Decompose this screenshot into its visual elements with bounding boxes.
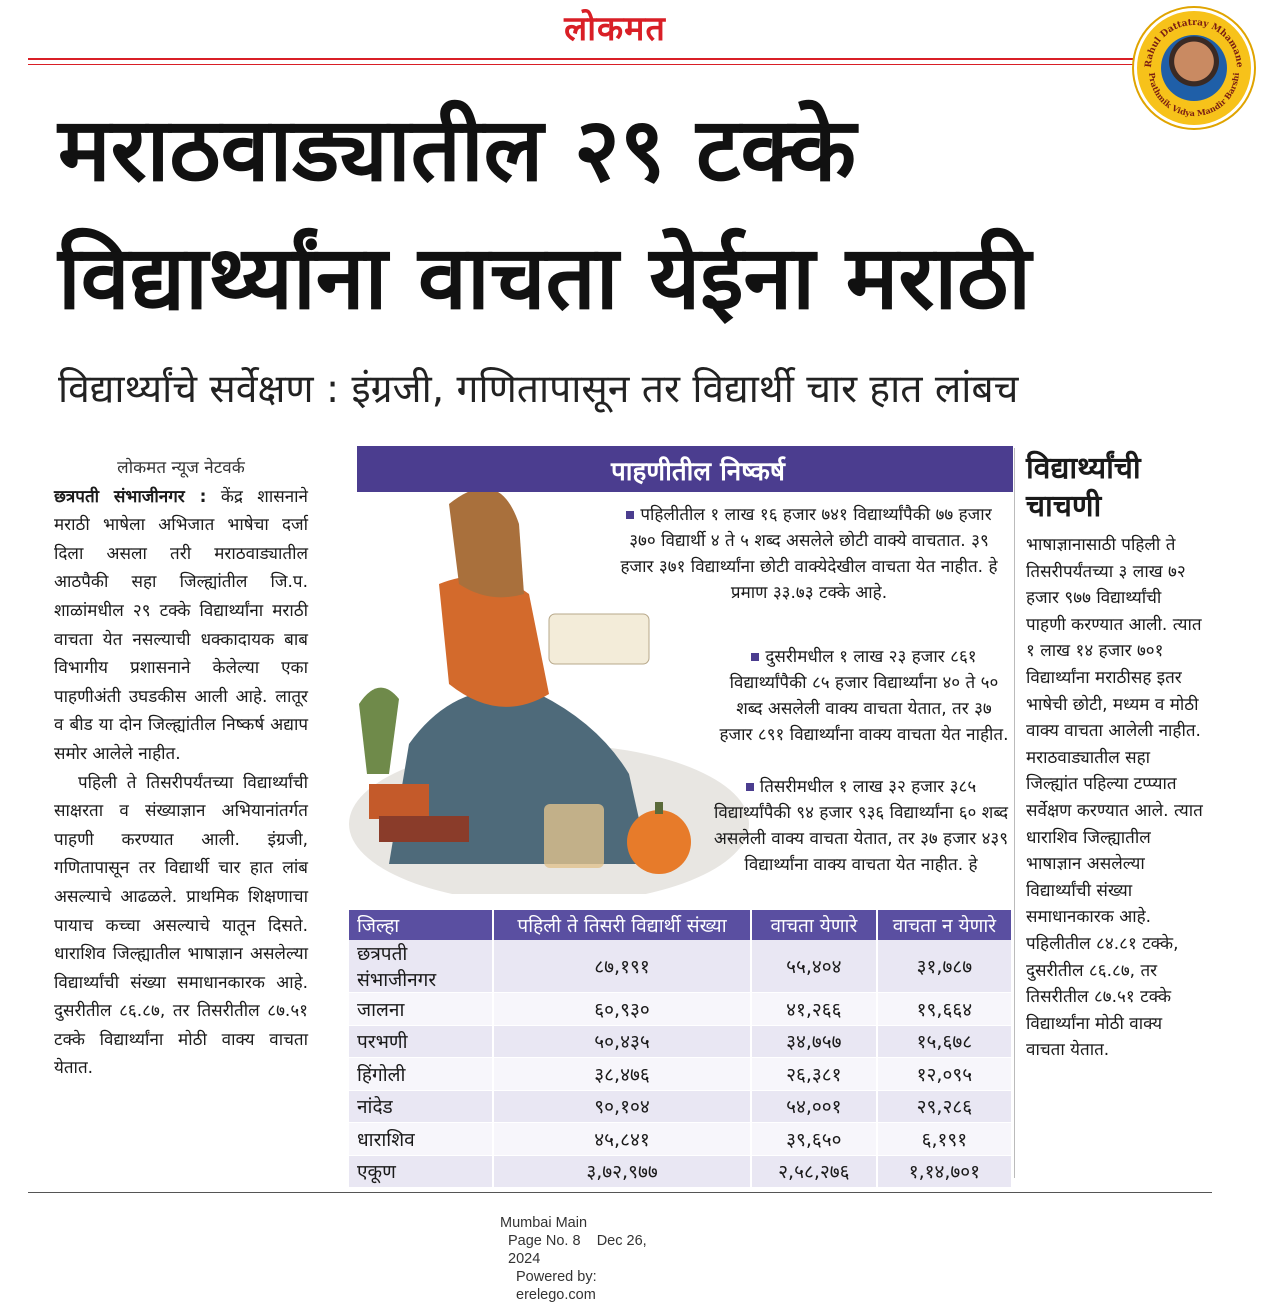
table-cell: २९,२८६ (877, 1090, 1012, 1123)
center-box (349, 444, 1013, 1184)
table-cell: एकूण (349, 1155, 493, 1188)
finding-1 (619, 502, 999, 606)
page-footer (440, 1214, 680, 1304)
bullet-square-icon (751, 653, 759, 661)
left-para-2: पहिली ते तिसरीपर्यंतच्या विद्यार्थ्यांची साक्षरता व संख्याज्ञान अभियानांतर्गत पाहणी करण्यात आली. इंग्रजी, गणितापासून तर विद्यार्थी चार हात लांब असल्याचे आढळले. प्राथमिक शिक्षणाचा पायाच कच्चा असल्याचे यातून दिसते. धाराशिव जिल्ह्यातील भाषाज्ञान असलेल्या विद्यार्थ्यांची संख्या समाधानकारक आहे. दुसरीतील ८६.८७, तर तिसरीतील ८७.५१ टक्के विद्यार्थ्यांना मोठी वाक्य वाचता येतात. (54, 772, 308, 1079)
table-cell: ५४,००१ (751, 1090, 877, 1123)
table-cell: १५,६७८ (877, 1025, 1012, 1058)
finding-1-text: पहिलीतील १ लाख १६ हजार ७४१ विद्यार्थ्यांपैकी ७७ हजार ३७० विद्यार्थी ४ ते ५ शब्द असलेले छोटी वाक्ये वाचतात. ३९ हजार ३७१ विद्यार्थ्यांना छोटी वाक्येदेखील वाचता येत नाहीत. हे प्रमाण ३३.७३ टक्के आहे. (620, 505, 998, 603)
table-cell: ३,७२,९७७ (493, 1155, 751, 1188)
table-cell: हिंगोली (349, 1058, 493, 1091)
footer-date: Dec 26, 2024 (508, 1233, 647, 1267)
headline-line1: मराठवाड्यातील २९ टक्के (58, 98, 857, 201)
masthead-rule (28, 58, 1138, 60)
table-cell: १९,६६४ (877, 993, 1012, 1026)
table-cell: १,१४,७०१ (877, 1155, 1012, 1188)
col-header-can-read: वाचता येणारे (751, 910, 877, 940)
masthead-rule-thin (28, 64, 1138, 65)
footer-powered: Powered by: erelego.com (516, 1269, 597, 1303)
table-cell: २,५८,२७६ (751, 1155, 877, 1188)
right-article (1026, 450, 1206, 1064)
table-cell: ३१,७८७ (877, 940, 1012, 993)
col-header-district: जिल्हा (349, 910, 493, 940)
table-row (349, 1058, 1012, 1091)
bottom-rule (28, 1192, 1212, 1193)
table-cell: जालना (349, 993, 493, 1026)
table-cell: २६,३८१ (751, 1058, 877, 1091)
table-cell: ६,१९१ (877, 1123, 1012, 1156)
bullet-square-icon (746, 783, 754, 791)
table-cell: ३४,७५७ (751, 1025, 877, 1058)
table-cell: ३९,६५० (751, 1123, 877, 1156)
finding-3 (713, 774, 1009, 878)
left-para-1-text: केंद्र शासनाने मराठी भाषेला अभिजात भाषेचा दर्जा दिला असला तरी मराठवाड्यातील आठपैकी सहा जिल्ह्यांतील जि.प. शाळांमधील २९ टक्के विद्यार्थ्यांना मराठी वाचता येत नसल्याची धक्कादायक बाब विभागीय प्रशासनाने केलेल्या एका पाहणीअंती उघडकीस आली आहे. लातूर व बीड या दोन जिल्ह्यांतील निष्कर्ष अद्याप समोर आलेले नाहीत. (54, 486, 308, 764)
table-cell: ४५,८४१ (493, 1123, 751, 1156)
table-cell: नांदेड (349, 1090, 493, 1123)
finding-2 (719, 644, 1009, 748)
column-divider (1014, 448, 1015, 1178)
findings-title: पाहणीतील निष्कर्ष (611, 457, 785, 487)
finding-3-text: तिसरीमधील १ लाख ३२ हजार ३८५ विद्यार्थ्यांपैकी ९४ हजार ९३६ विद्यार्थ्यांना ६० शब्द असलेली वाक्य वाचता येतात, तर ३७ हजार ४३९ विद्यार्थ्यांना वाक्य वाचता येत नाहीत. हे (713, 777, 1009, 875)
table-cell: ३८,४७६ (493, 1058, 751, 1091)
footer-page-date (440, 1232, 680, 1268)
table-header-row (349, 910, 1012, 940)
footer-page: Page No. 8 (508, 1233, 581, 1249)
table-row (349, 1123, 1012, 1156)
byline: लोकमत न्यूज नेटवर्क (117, 458, 245, 478)
table-cell: छत्रपती संभाजीनगर (349, 940, 493, 993)
profile-badge (1134, 8, 1254, 128)
table-row (349, 1090, 1012, 1123)
table-cell: ५०,४३५ (493, 1025, 751, 1058)
table-cell: ४१,२६६ (751, 993, 877, 1026)
table-row-total (349, 1155, 1012, 1188)
table-cell: ६०,९३० (493, 993, 751, 1026)
badge-portrait (1161, 35, 1227, 101)
table-cell: ५५,४०४ (751, 940, 877, 993)
table-cell: ८७,१९१ (493, 940, 751, 993)
col-header-total: पहिली ते तिसरी विद्यार्थी संख्या (493, 910, 751, 940)
district-table (349, 910, 1013, 1188)
table-row (349, 1025, 1012, 1058)
dateline: छत्रपती संभाजीनगर : (54, 486, 207, 507)
finding-2-text: दुसरीमधील १ लाख २३ हजार ८६१ विद्यार्थ्यांपैकी ८५ हजार विद्यार्थ्यांना ४० ते ५० शब्द असलेली वाक्य वाचता येतात, तर ३७ हजार ८९१ विद्यार्थ्यांना वाक्य वाचता येत नाहीत. (719, 647, 1009, 745)
headline-line2: विद्यार्थ्यांना वाचता येईना मराठी (58, 226, 1032, 329)
masthead-logo: लोकमत (564, 9, 666, 49)
bullet-square-icon (626, 511, 634, 519)
subheadline: विद्यार्थ्यांचे सर्वेक्षण : इंग्रजी, गणितापासून तर विद्यार्थी चार हात लांबच (58, 367, 1019, 412)
badge-ring-top: Rahul Dattatray Mhamane (1143, 17, 1245, 69)
left-article (54, 454, 308, 1083)
table-cell: ९०,१०४ (493, 1090, 751, 1123)
table-row (349, 940, 1012, 993)
col-header-cannot-read: वाचता न येणारे (877, 910, 1012, 940)
left-para-1 (54, 483, 308, 769)
right-article-title: विद्यार्थ्यांची चाचणी (1026, 451, 1141, 524)
table-cell: परभणी (349, 1025, 493, 1058)
table-row (349, 993, 1012, 1026)
right-article-text: भाषाज्ञानासाठी पहिली ते तिसरीपर्यंतच्या ३ लाख ७२ हजार ९७७ विद्यार्थ्यांची पाहणी करण्यात आली. त्यात १ लाख १४ हजार ७०१ विद्यार्थ्यांना मराठीसह इतर भाषेची छोटी, मध्यम व मोठी वाक्य वाचता आलेली नाहीत. मराठवाड्यातील सहा जिल्ह्यांत पहिल्या टप्प्यात सर्वेक्षण करण्यात आले. त्यात धाराशिव जिल्ह्यातील भाषाज्ञान असलेल्या विद्यार्थ्यांची संख्या समाधानकारक आहे. पहिलीतील ८४.८१ टक्के, दुसरीतील ८६.८७, तर तिसरीतील ८७.५१ टक्के विद्यार्थ्यांना मोठी वाक्य वाचता येतात. (1026, 535, 1203, 1061)
badge-ring-bottom: Prathmik Vidya Mandir Barshi (1146, 72, 1241, 119)
footer-edition: Mumbai Main (500, 1215, 588, 1231)
table-cell: १२,०९५ (877, 1058, 1012, 1091)
table-cell: धाराशिव (349, 1123, 493, 1156)
